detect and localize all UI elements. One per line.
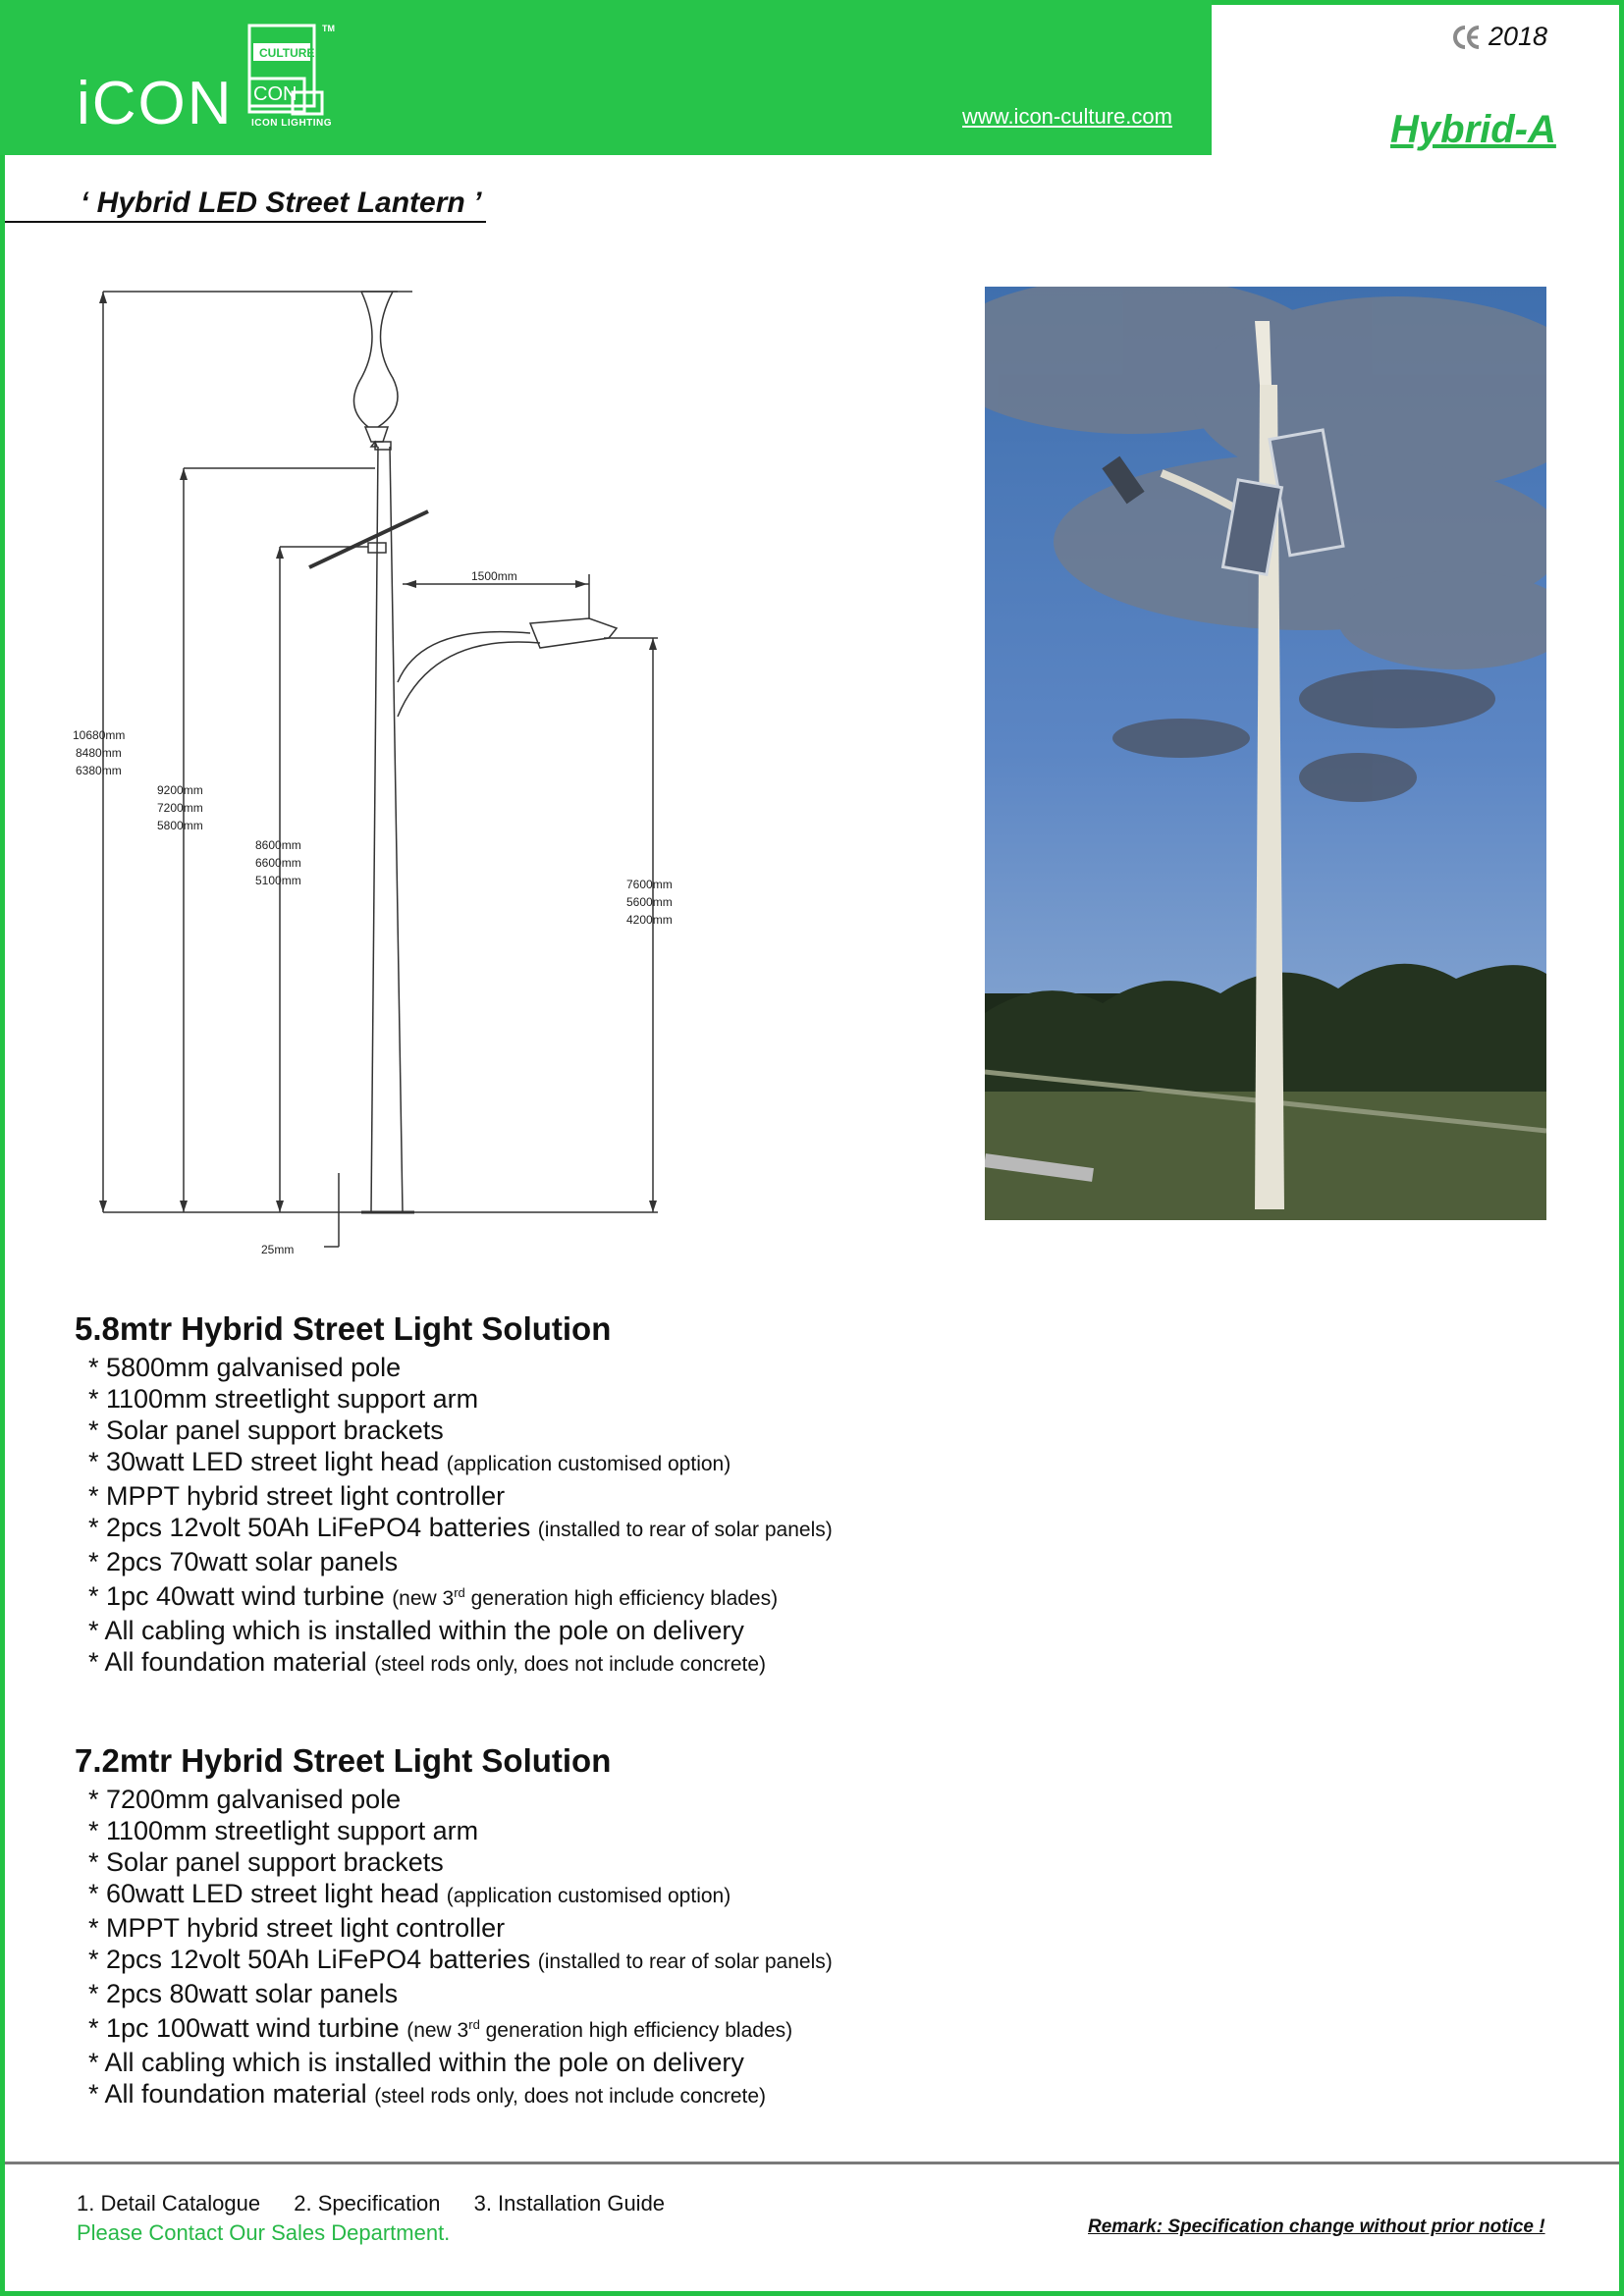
list-item: * MPPT hybrid street light controller [88,1481,506,1511]
pole-height-1: 9200mm [157,783,203,797]
lamp-height-1: 7600mm [626,878,673,891]
list-item: * 2pcs 70watt solar panels [88,1547,399,1576]
lamp-arm [398,632,540,717]
footer-divider [5,2162,1619,2164]
trademark: TM [322,24,335,33]
spec-list [75,1352,833,1681]
website-link[interactable]: www.icon-culture.com [962,104,1172,129]
spec-section-5-8m [75,1310,833,1681]
product-photo [985,287,1546,1220]
model-name: Hybrid-A [1390,108,1556,151]
link-detail-catalogue[interactable]: 1. Detail Catalogue [77,2191,261,2216]
lamp-height-3: 4200mm [626,913,673,927]
wind-turbine [353,292,398,427]
technical-drawing [59,280,727,1261]
lamp-head [530,618,617,648]
logo-mark-icon [245,22,344,132]
logo-text: iCON [77,70,234,137]
total-height-2: 8480mm [76,746,122,760]
footer-links [77,2191,692,2216]
list-item: * MPPT hybrid street light controller [88,1913,506,1943]
link-installation-guide[interactable]: 3. Installation Guide [473,2191,666,2216]
list-item: * 1100mm streetlight support arm [88,1816,479,1845]
list-item: * Solar panel support brackets [88,1847,444,1877]
list-item: * 30watt LED street light head (application customised option) [88,1447,731,1476]
spec-title: 7.2mtr Hybrid Street Light Solution [75,1742,612,1779]
logo-mark-bottom: CON [253,83,298,105]
title-underline [5,221,486,223]
total-height-1: 10680mm [73,728,126,742]
logo-caption: ICON LIGHTING [251,118,333,129]
list-item: * 1pc 40watt wind turbine (new 3rd generation high efficiency blades) [88,1581,779,1611]
list-item: * 2pcs 12volt 50Ah LiFePO4 batteries (installed to rear of solar panels) [88,1513,833,1542]
ce-mark-icon [1451,24,1483,51]
list-item: * 2pcs 12volt 50Ah LiFePO4 batteries (installed to rear of solar panels) [88,1945,833,1974]
list-item: * 5800mm galvanised pole [88,1353,402,1382]
page-title: ‘ Hybrid LED Street Lantern ’ [81,187,482,219]
panel-height-2: 6600mm [255,856,301,870]
lamp-height-2: 5600mm [626,895,673,909]
remark-note: Remark: Specification change without prior notice ! [1088,2216,1545,2237]
spec-title: 5.8mtr Hybrid Street Light Solution [75,1310,612,1347]
list-item: * 1100mm streetlight support arm [88,1384,479,1414]
list-item: * All cabling which is installed within the pole on delivery [88,1616,744,1645]
panel-height-3: 5100mm [255,874,301,887]
list-item: * Solar panel support brackets [88,1415,444,1445]
arm-length-label: 1500mm [471,569,517,583]
total-height-3: 6380mm [76,764,122,777]
year: 2018 [1489,22,1548,51]
panel-height-1: 8600mm [255,838,301,852]
list-item: * 1pc 100watt wind turbine (new 3rd generation high efficiency blades) [88,2013,793,2043]
list-item: * All foundation material (steel rods only, does not include concrete) [88,1647,767,1677]
logo-mark-top: CULTURE [259,46,315,60]
base-offset-label: 25mm [261,1243,295,1256]
list-item: * 7200mm galvanised pole [88,1785,402,1814]
list-item: * All foundation material (steel rods only, does not include concrete) [88,2079,767,2109]
link-specification[interactable]: 2. Specification [294,2191,441,2216]
pole-height-3: 5800mm [157,819,203,832]
spec-section-7-2m [75,1742,833,2112]
pole-height-2: 7200mm [157,801,203,815]
list-item: * 2pcs 80watt solar panels [88,1979,399,2008]
contact-note: Please Contact Our Sales Department. [77,2220,451,2245]
list-item: * All cabling which is installed within the pole on delivery [88,2048,744,2077]
header-band [0,0,1212,155]
list-item: * 60watt LED street light head (application customised option) [88,1879,731,1908]
solar-panel [309,511,428,567]
spec-list [75,1784,833,2112]
